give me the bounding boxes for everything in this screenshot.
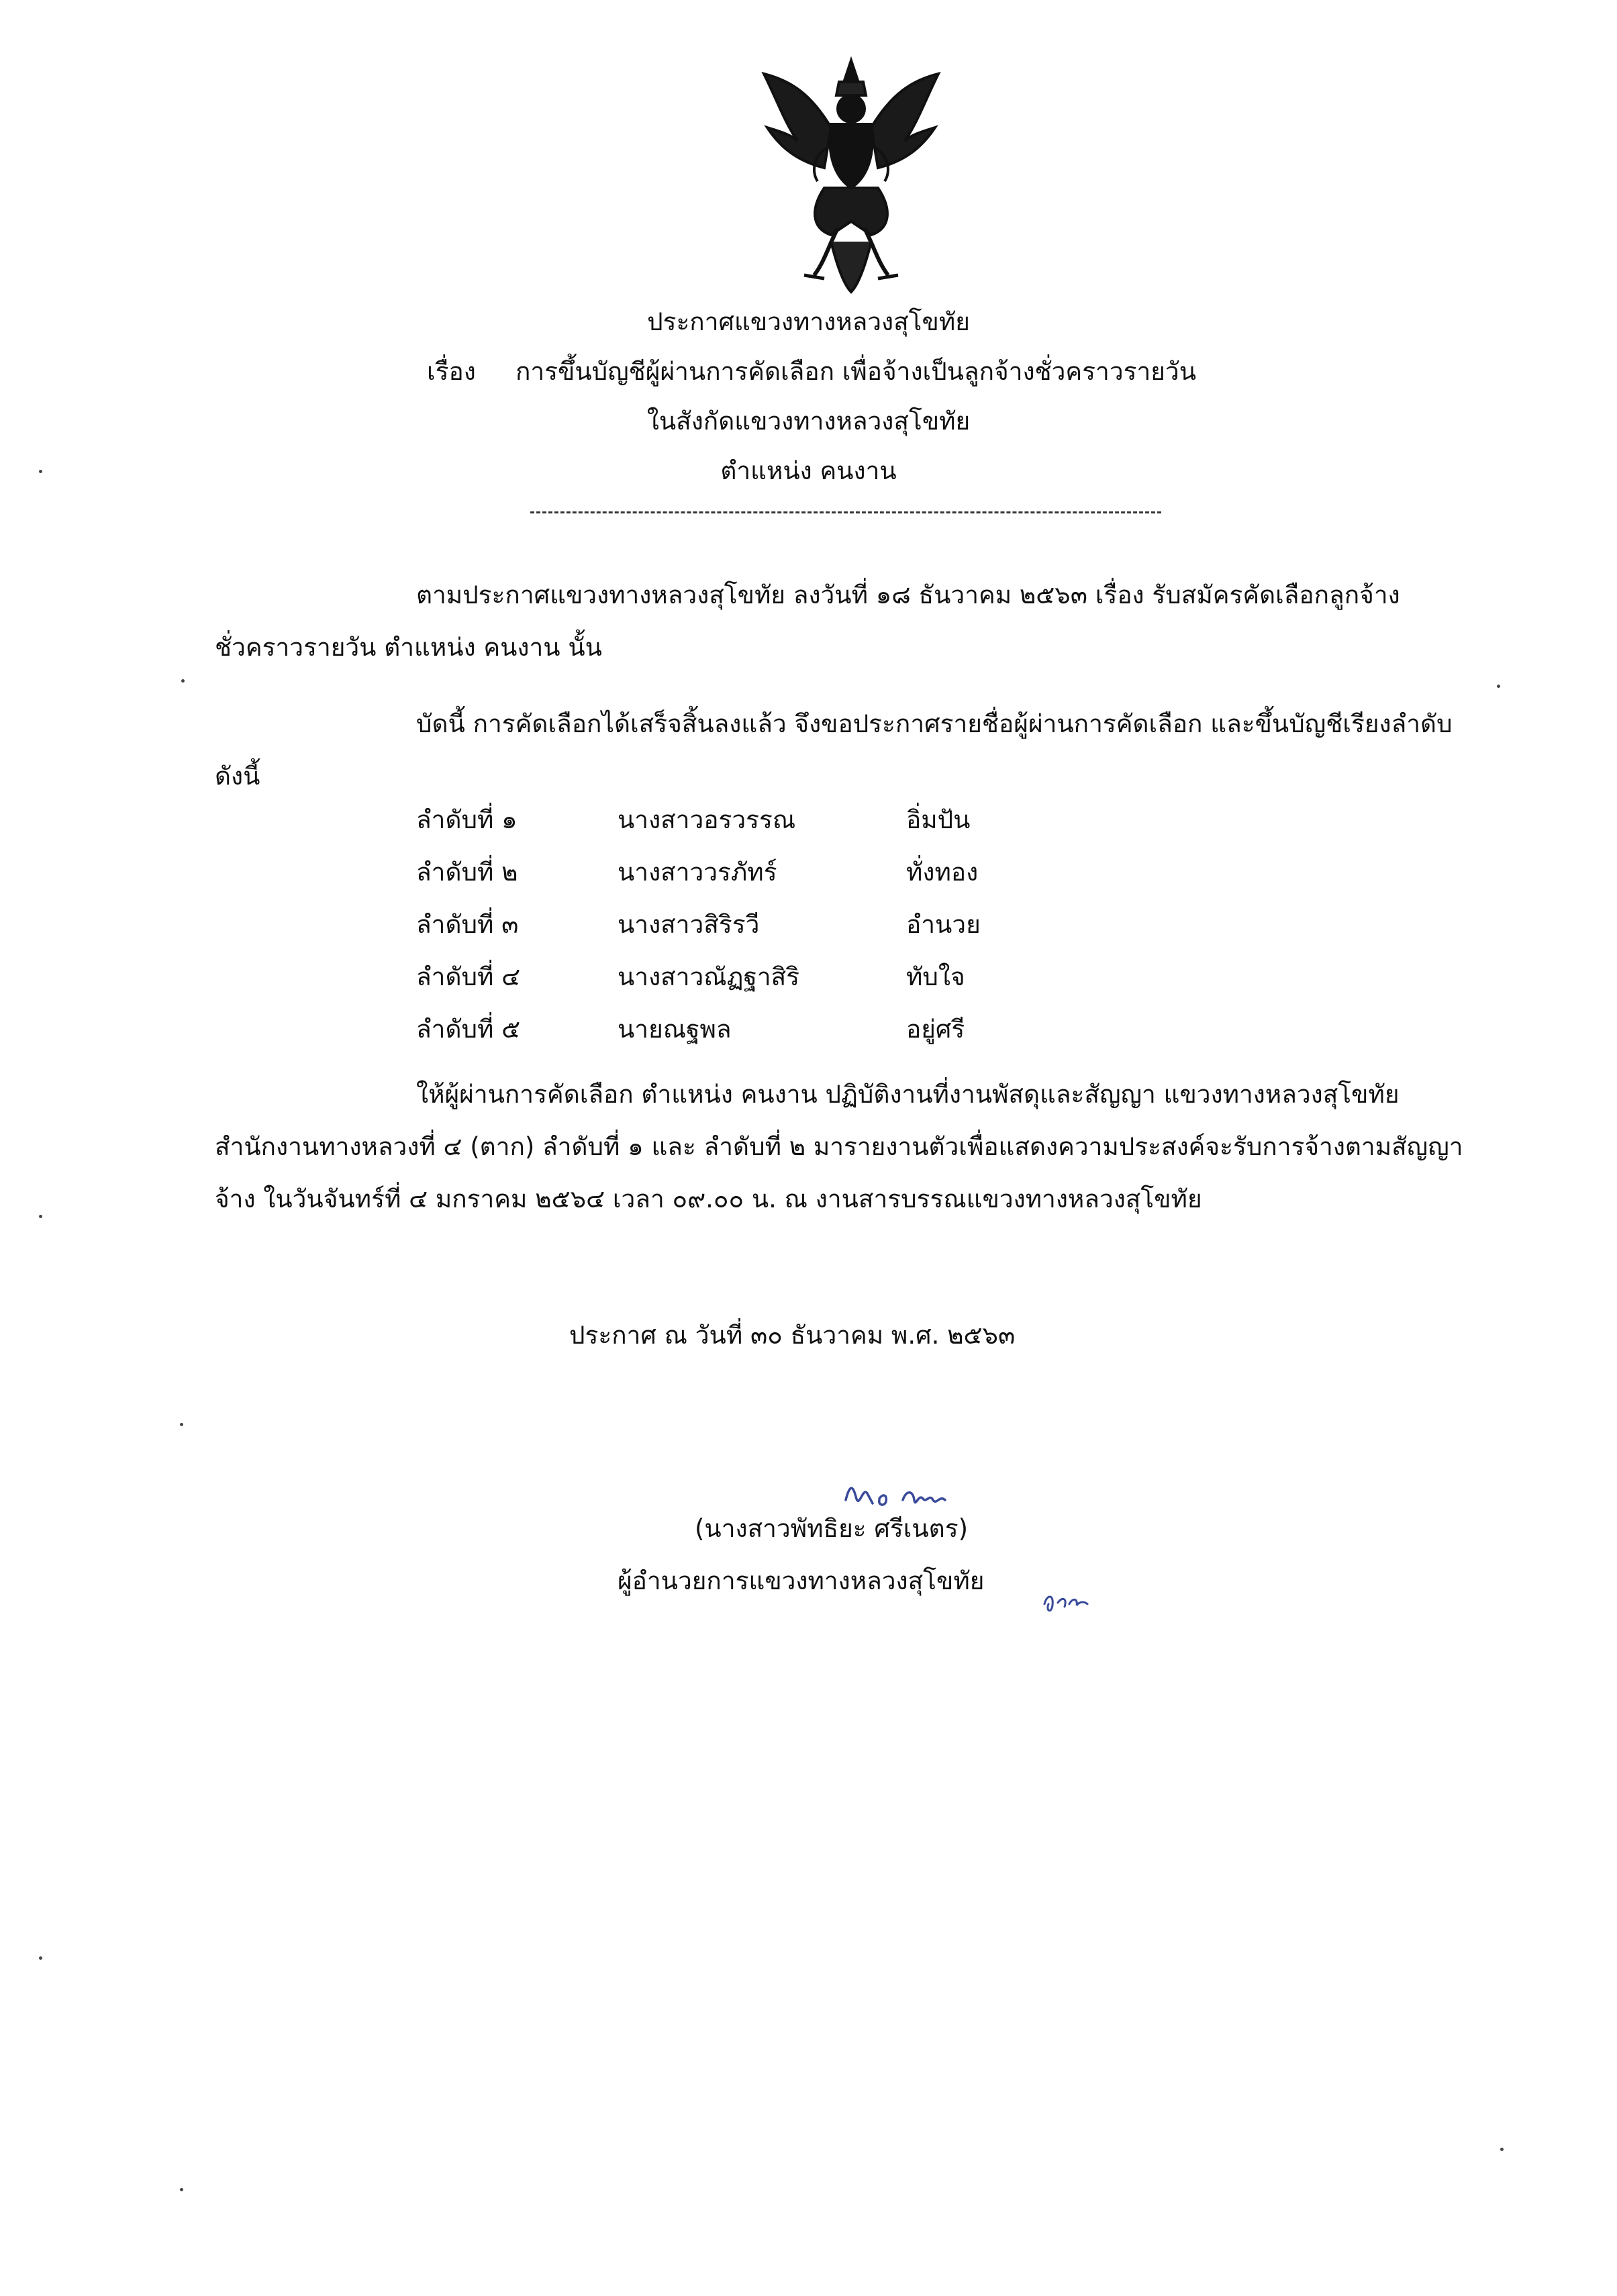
scan-speck <box>39 1956 42 1960</box>
paragraph-1: ตามประกาศแขวงทางหลวงสุโขทัย ลงวันที่ ๑๘ ธันวาคม ๒๕๖๓ เรื่อง รับสมัครคัดเลือกลูกจ้างชั่วคราวรายวัน ตำแหน่ง คนงาน นั้น <box>215 581 1400 662</box>
signature-scribble <box>839 1473 973 1520</box>
paragraph-2: บัดนี้ การคัดเลือกได้เสร็จสิ้นลงแล้ว จึงขอประกาศรายชื่อผู้ผ่านการคัดเลือก และขึ้นบัญชีเรียงลำดับดังนี้ <box>215 709 1453 791</box>
rank-label: ลำดับที่ ๒ <box>416 858 518 887</box>
scan-speck <box>181 679 185 683</box>
first-name: นายณฐพล <box>618 1015 732 1044</box>
scan-speck <box>180 2188 183 2191</box>
paragraph-3: ให้ผู้ผ่านการคัดเลือก ตำแหน่ง คนงาน ปฏิบัติงานที่งานพัสดุและสัญญา แขวงทางหลวงสุโขทัย สำนักงานทางหลวงที่ ๔ (ตาก) ลำดับที่ ๑ และ ลำดับที่ ๒ มารายงานตัวเพื่อแสดงความประสงค์จะรับการจ้างตามสัญญาจ้าง ในวันจันทร์ที่ ๔ มกราคม ๒๕๖๔ เวลา ๐๙.๐๐ น. ณ งานสารบรรณแขวงทางหลวงสุโขทัย <box>215 1080 1463 1213</box>
subject-line-2: ในสังกัดแขวงทางหลวงสุโขทัย <box>646 407 971 436</box>
scan-speck <box>1500 2148 1504 2151</box>
initials-scribble <box>1039 1584 1099 1617</box>
rank-label: ลำดับที่ ๔ <box>416 962 521 991</box>
announce-date: ประกาศ ณ วันที่ ๓๐ ธันวาคม พ.ศ. ๒๕๖๓ <box>569 1321 1016 1350</box>
scan-speck <box>180 1423 183 1426</box>
first-name: นางสาววรภัทร์ <box>618 858 777 887</box>
first-name: นางสาวสิริรวี <box>618 910 760 939</box>
last-name: อำนวย <box>906 910 981 939</box>
divider <box>530 511 1161 513</box>
subject-line-1: การขึ้นบัญชีผู้ผ่านการคัดเลือก เพื่อจ้างเป็นลูกจ้างชั่วคราวรายวัน <box>516 357 1196 386</box>
first-name: นางสาวณัฏฐาสิริ <box>618 962 800 991</box>
last-name: อยู่ศรี <box>906 1015 965 1044</box>
last-name: อิ่มปัน <box>906 805 971 834</box>
rank-label: ลำดับที่ ๓ <box>416 910 519 939</box>
scan-speck <box>39 470 42 473</box>
page-title: ประกาศแขวงทางหลวงสุโขทัย <box>647 307 970 336</box>
rank-label: ลำดับที่ ๑ <box>416 805 518 834</box>
signatory-position: ผู้อำนวยการแขวงทางหลวงสุโขทัย <box>618 1566 985 1595</box>
first-name: นางสาวอรวรรณ <box>618 805 796 834</box>
last-name: ทั่งทอง <box>906 858 979 887</box>
garuda-emblem-icon <box>750 54 952 295</box>
scan-speck <box>1497 685 1500 688</box>
scan-speck <box>39 1215 42 1218</box>
subject-label: เรื่อง <box>427 357 476 386</box>
last-name: ทับใจ <box>906 962 965 991</box>
subject-line-3: ตำแหน่ง คนงาน <box>720 456 897 485</box>
rank-label: ลำดับที่ ๕ <box>416 1015 521 1044</box>
signatory-name: (นางสาวพัทธิยะ ศรีเนตร) <box>695 1514 969 1543</box>
